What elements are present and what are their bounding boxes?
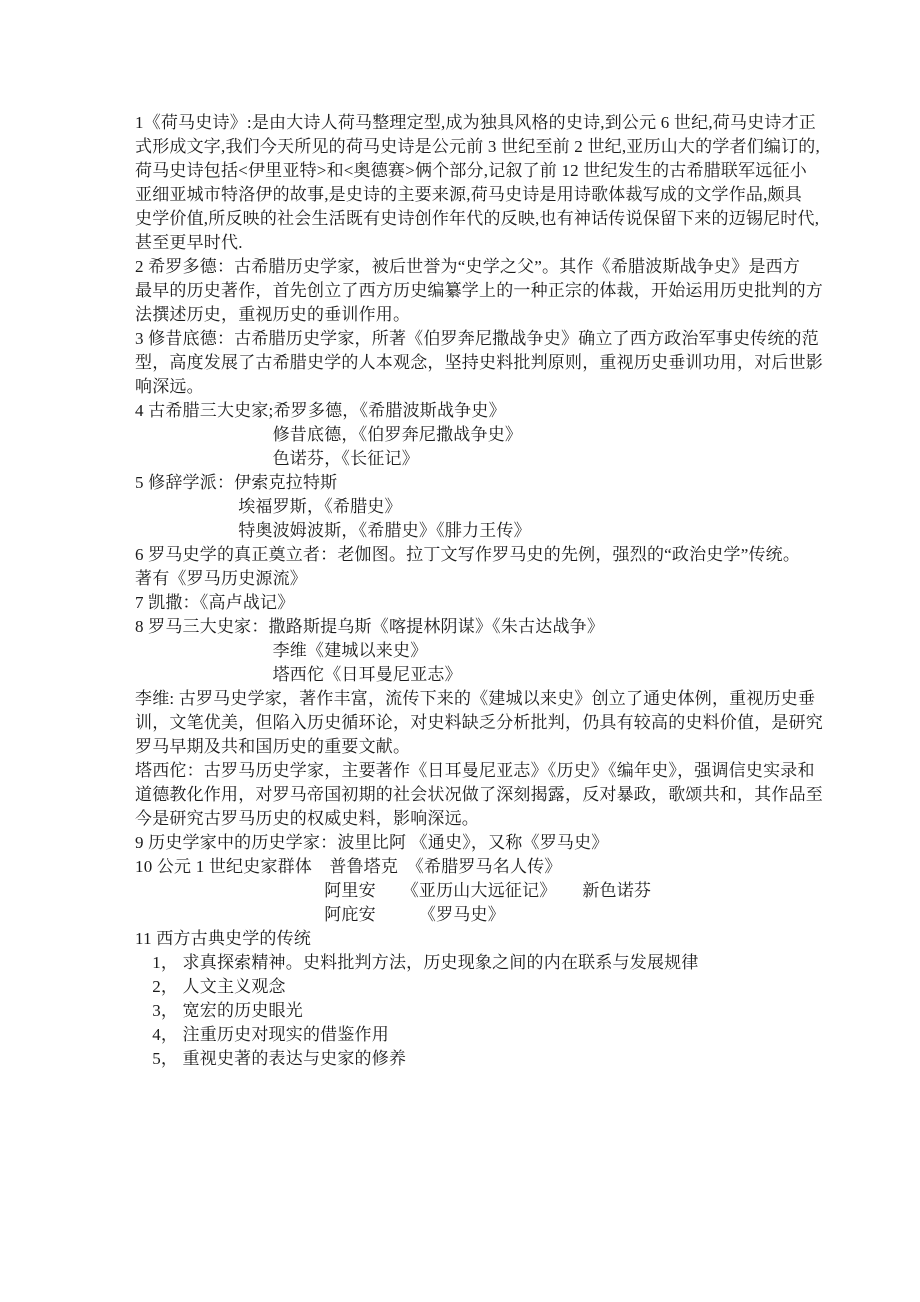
doc-line: 9 历史学家中的历史学家：波里比阿 《通史》，又称《罗马史》: [135, 833, 609, 852]
doc-line: 罗马早期及共和国历史的重要文献。: [135, 737, 411, 756]
doc-line: 道德教化作用，对罗马帝国初期的社会状况做了深刻揭露，反对暴政，歌颂共和，其作品至: [135, 785, 823, 804]
doc-line: 2， 人文主义观念: [135, 977, 286, 996]
doc-line: 阿庇安 《罗马史》: [135, 905, 505, 924]
doc-line: 4 古希腊三大史家;希罗多德，《希腊波斯战争史》: [135, 401, 506, 420]
doc-line: 最早的历史著作，首先创立了西方历史编纂学上的一种正宗的体裁，开始运用历史批判的方: [135, 281, 823, 300]
doc-line: 甚至更早时代.: [135, 233, 243, 252]
doc-line: 3 修昔底德：古希腊历史学家，所著《伯罗奔尼撒战争史》确立了西方政治军事史传统的范: [135, 329, 819, 348]
doc-line: 色诺芬，《长征记》: [135, 449, 419, 468]
doc-line: 1， 求真探索精神。史料批判方法，历史现象之间的内在联系与发展规律: [135, 953, 699, 972]
doc-line: 5， 重视史著的表达与史家的修养: [135, 1049, 407, 1068]
doc-line: 史学价值,所反映的社会生活既有史诗创作年代的反映,也有神话传说保留下来的迈锡尼时代,: [135, 209, 820, 228]
doc-line: 李维: 古罗马史学家，著作丰富，流传下来的《建城以来史》创立了通史体例，重视历史垂: [135, 689, 816, 708]
doc-line: 今是研究古罗马历史的权威史料，影响深远。: [135, 809, 479, 828]
doc-line: 1《荷马史诗》:是由大诗人荷马整理定型,成为独具风格的史诗,到公元 6 世纪,荷马史诗才正: [135, 113, 816, 132]
doc-line: 李维《建城以来史》: [135, 641, 428, 660]
doc-line: 法撰述历史，重视历史的垂训作用。: [135, 305, 411, 324]
doc-line: 阿里安 《亚历山大远征记》 新色诺芬: [135, 881, 652, 900]
doc-line: 训，文笔优美，但陷入历史循环论，对史料缺乏分析批判，仍具有较高的史料价值，是研究: [135, 713, 823, 732]
doc-line: 型，高度发展了古希腊史学的人本观念，坚持史料批判原则，重视历史垂训功用，对后世影: [135, 353, 823, 372]
doc-line: 8 罗马三大史家：撒路斯提乌斯《喀提林阴谋》《朱古达战争》: [135, 617, 605, 636]
doc-line: 著有《罗马历史源流》: [135, 569, 307, 588]
doc-line: 塔西佗《日耳曼尼亚志》: [135, 665, 462, 684]
doc-line: 修昔底德，《伯罗奔尼撒战争史》: [135, 425, 523, 444]
doc-line: 3， 宽宏的历史眼光: [135, 1001, 303, 1020]
doc-line: 7 凯撒：《高卢战记》: [135, 593, 295, 612]
document-text-block: [135, 111, 823, 1071]
doc-line: 4， 注重历史对现实的借鉴作用: [135, 1025, 389, 1044]
doc-line: 2 希罗多德：古希腊历史学家，被后世誉为“史学之父”。其作《希腊波斯战争史》是西方: [135, 257, 801, 276]
doc-line: 特奥波姆波斯，《希腊史》《腓力王传》: [135, 521, 531, 540]
doc-line: 响深远。: [135, 377, 204, 396]
doc-line: 式形成文字,我们今天所见的荷马史诗是公元前 3 世纪至前 2 世纪,亚历山大的学者们编订的,: [135, 137, 820, 156]
doc-line: 塔西佗：古罗马历史学家，主要著作《日耳曼尼亚志》《历史》《编年史》，强调信史实录和: [135, 761, 815, 780]
doc-line: 6 罗马史学的真正奠立者：老伽图。拉丁文写作罗马史的先例，强烈的“政治史学”传统。: [135, 545, 801, 564]
doc-line: 荷马史诗包括<伊里亚特>和<奥德赛>俩个部分,记叙了前 12 世纪发生的古希腊联军远征小: [135, 161, 807, 180]
doc-line: 5 修辞学派：伊索克拉特斯: [135, 473, 338, 492]
doc-line: 埃福罗斯，《希腊史》: [135, 497, 402, 516]
doc-line: 11 西方古典史学的传统: [135, 929, 312, 948]
doc-line: 亚细亚城市特洛伊的故事,是史诗的主要来源,荷马史诗是用诗歌体裁写成的文学作品,颇具: [135, 185, 802, 204]
doc-line: 10 公元 1 世纪史家群体 普鲁塔克 《希腊罗马名人传》: [135, 857, 562, 876]
